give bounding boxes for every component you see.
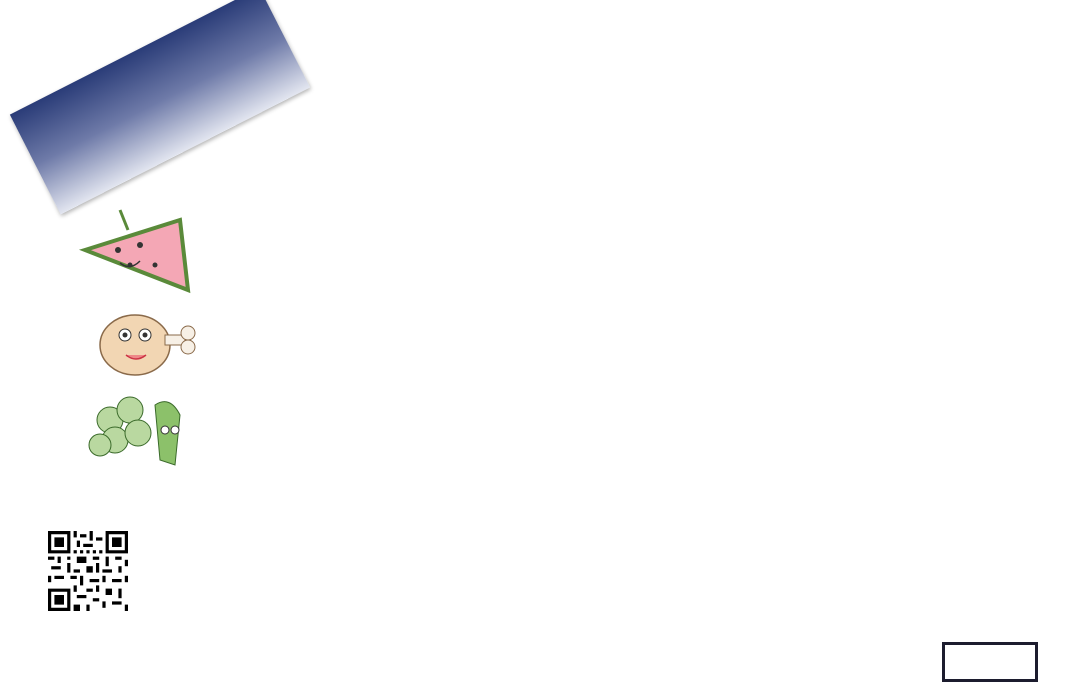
chicken-leg-icon — [100, 315, 195, 375]
banner — [0, 0, 320, 230]
food-illustrations — [60, 205, 230, 475]
watermelon-icon — [85, 210, 188, 290]
banner-ribbon — [10, 0, 310, 214]
qr-code-icon — [48, 531, 128, 611]
broccoli-icon — [89, 397, 180, 465]
porto-logo — [942, 642, 1038, 682]
